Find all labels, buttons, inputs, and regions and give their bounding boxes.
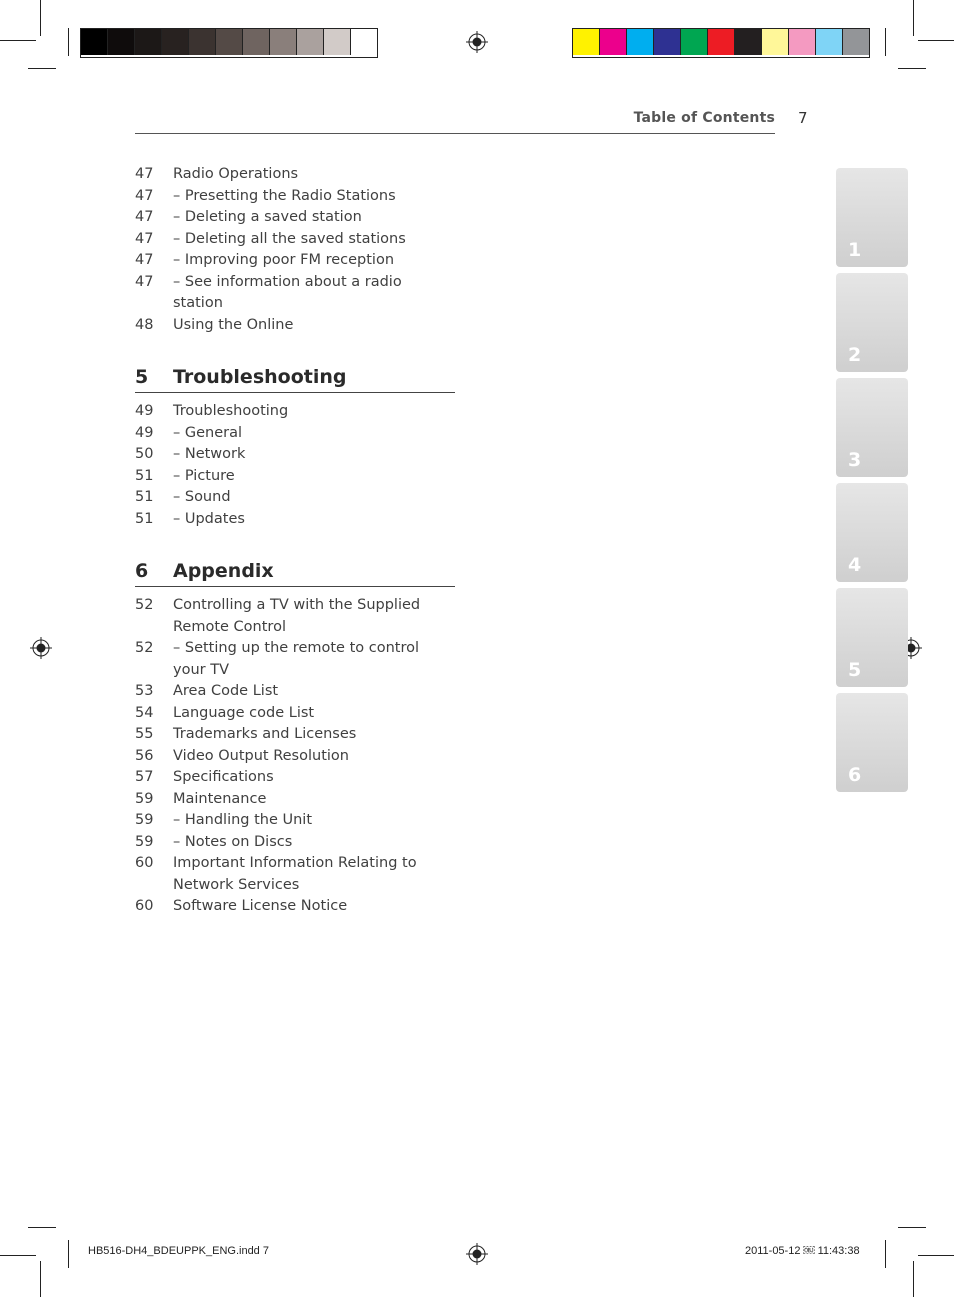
toc-entry-title: Trademarks and Licenses xyxy=(173,726,357,742)
toc-entry[interactable] xyxy=(135,164,455,186)
toc-entry[interactable] xyxy=(135,444,455,466)
section-title: Troubleshooting xyxy=(173,366,347,388)
toc-entry[interactable] xyxy=(135,810,455,832)
crop-mark xyxy=(898,68,926,69)
color-swatch xyxy=(816,29,843,55)
toc-entry[interactable] xyxy=(135,401,455,423)
toc-entry[interactable] xyxy=(135,466,455,488)
toc-entry-title: – Updates xyxy=(173,510,245,527)
color-swatch xyxy=(81,29,108,55)
toc-entry-title: – Sound xyxy=(173,489,231,505)
page-number: 7 xyxy=(798,109,808,127)
crop-mark xyxy=(898,1227,926,1228)
chapter-tab-1[interactable] xyxy=(836,168,908,267)
toc-entry-page: 47 xyxy=(135,252,154,268)
toc-entry[interactable] xyxy=(135,250,455,272)
chapter-tab-6[interactable] xyxy=(836,693,908,792)
toc-entry[interactable] xyxy=(135,272,455,315)
toc-entry-title: Software License Notice xyxy=(173,898,348,914)
chapter-tab-2[interactable] xyxy=(836,273,908,372)
toc-entry-page: 51 xyxy=(135,467,154,484)
toc-entry-page: 59 xyxy=(135,790,154,807)
color-swatch xyxy=(681,29,708,55)
toc-entry[interactable] xyxy=(135,724,455,746)
process-color-bar xyxy=(572,28,870,58)
toc-entry-page: 51 xyxy=(135,510,154,527)
color-swatch xyxy=(708,29,735,55)
toc-entry-title: – Handling the Unit xyxy=(173,812,313,828)
registration-mark-icon xyxy=(466,1243,488,1265)
color-swatch xyxy=(789,29,816,55)
color-swatch xyxy=(600,29,627,55)
toc-entry-title: – Setting up the remote to control your TV xyxy=(173,640,419,678)
chapter-tab-5[interactable] xyxy=(836,588,908,687)
color-swatch xyxy=(351,29,377,55)
toc-entry[interactable] xyxy=(135,638,455,681)
toc-entry-title: – Deleting a saved station xyxy=(173,209,362,225)
toc-entry-title: – See information about a radio station xyxy=(173,273,402,311)
color-swatch xyxy=(243,29,270,55)
toc-entry[interactable] xyxy=(135,853,455,896)
toc-entry-page: 47 xyxy=(135,209,154,225)
chapter-tabs xyxy=(836,168,908,798)
toc-entry[interactable] xyxy=(135,746,455,768)
file-slug: HB516-DH4_BDEUPPK_ENG.indd 7 xyxy=(88,1245,269,1257)
toc-entry-page: 51 xyxy=(135,489,154,505)
chapter-tab-label: 4 xyxy=(848,554,862,576)
grayscale-color-bar xyxy=(80,28,378,58)
color-swatch xyxy=(762,29,789,55)
toc-entry[interactable] xyxy=(135,681,455,703)
toc-entry-page: 57 xyxy=(135,769,154,785)
toc-continuation-list xyxy=(135,164,455,336)
toc-entry[interactable] xyxy=(135,767,455,789)
toc-entry[interactable] xyxy=(135,832,455,854)
chapter-tab-label: 2 xyxy=(848,344,862,366)
section-number: 6 xyxy=(135,560,149,582)
toc-entry-title: – Picture xyxy=(173,467,235,484)
running-head: Table of Contents xyxy=(633,110,775,126)
toc-entry-title: – Notes on Discs xyxy=(173,833,293,850)
toc-entry-title: Area Code List xyxy=(173,683,279,699)
toc-entry-page: 54 xyxy=(135,704,154,721)
toc-entry-page: 52 xyxy=(135,640,154,656)
toc-entry[interactable] xyxy=(135,595,455,638)
chapter-tab-label: 1 xyxy=(848,239,862,261)
color-swatch xyxy=(627,29,654,55)
header-rule xyxy=(135,133,775,134)
table-of-contents xyxy=(135,164,455,918)
crop-mark xyxy=(0,1255,36,1256)
crop-mark xyxy=(28,68,56,69)
toc-entry[interactable] xyxy=(135,896,455,918)
color-swatch xyxy=(216,29,243,55)
toc-entry-title: Using the Online xyxy=(173,316,294,333)
crop-mark xyxy=(918,1255,954,1256)
toc-entry-title: Controlling a TV with the Supplied Remote Control xyxy=(173,597,421,635)
toc-entry[interactable] xyxy=(135,703,455,725)
toc-entry-page: 49 xyxy=(135,403,154,419)
crop-mark xyxy=(913,1261,914,1297)
toc-entry-title: Radio Operations xyxy=(173,166,299,182)
toc-entry-page: 53 xyxy=(135,683,154,699)
toc-entry[interactable] xyxy=(135,207,455,229)
toc-entry-page: 50 xyxy=(135,446,154,462)
toc-entry[interactable] xyxy=(135,186,455,208)
toc-entry-page: 52 xyxy=(135,597,154,613)
toc-entry-page: 60 xyxy=(135,855,154,871)
toc-entry[interactable] xyxy=(135,789,455,811)
color-swatch xyxy=(108,29,135,55)
color-swatch xyxy=(735,29,762,55)
toc-entry-page: 47 xyxy=(135,166,154,182)
toc-entry-page: 47 xyxy=(135,187,154,204)
crop-mark xyxy=(913,0,914,36)
toc-entry-title: – Network xyxy=(173,446,246,462)
toc-entry[interactable] xyxy=(135,229,455,251)
toc-entry[interactable] xyxy=(135,487,455,509)
chapter-tab-3[interactable] xyxy=(836,378,908,477)
crop-mark xyxy=(0,40,36,41)
color-swatch xyxy=(162,29,189,55)
toc-entry-page: 59 xyxy=(135,833,154,850)
toc-entry-title: Maintenance xyxy=(173,790,267,807)
chapter-tab-label: 3 xyxy=(848,449,862,471)
toc-entry-title: Specifications xyxy=(173,769,274,785)
toc-entry-page: 48 xyxy=(135,316,154,333)
registration-mark-icon xyxy=(466,31,488,53)
section-heading[interactable] xyxy=(135,560,455,587)
toc-entry-page: 49 xyxy=(135,424,154,441)
crop-mark xyxy=(68,1240,69,1268)
crop-mark xyxy=(918,40,954,41)
crop-mark xyxy=(68,28,69,56)
color-swatch xyxy=(135,29,162,55)
toc-entry-page: 47 xyxy=(135,273,154,290)
section-title: Appendix xyxy=(173,560,274,582)
crop-mark xyxy=(40,1261,41,1297)
crop-mark xyxy=(885,28,886,56)
crop-mark xyxy=(40,0,41,36)
color-swatch xyxy=(297,29,324,55)
color-swatch xyxy=(843,29,869,55)
toc-entry-page: 47 xyxy=(135,230,154,247)
chapter-tab-label: 5 xyxy=(848,659,862,681)
toc-entry-title: Language code List xyxy=(173,704,315,721)
toc-entry-title: – General xyxy=(173,424,243,441)
toc-section xyxy=(135,560,455,918)
toc-entry-page: 60 xyxy=(135,898,154,914)
section-heading[interactable] xyxy=(135,366,455,393)
toc-entry-page: 55 xyxy=(135,726,154,742)
chapter-tab-label: 6 xyxy=(848,764,862,786)
section-number: 5 xyxy=(135,366,149,388)
toc-entry-title: – Improving poor FM reception xyxy=(173,252,395,268)
toc-entry-title: – Deleting all the saved stations xyxy=(173,230,406,247)
toc-section xyxy=(135,366,455,530)
toc-entry[interactable] xyxy=(135,509,455,531)
color-swatch xyxy=(324,29,351,55)
toc-entry-page: 59 xyxy=(135,812,154,828)
color-swatch xyxy=(270,29,297,55)
color-swatch xyxy=(573,29,600,55)
toc-entry-title: Video Output Resolution xyxy=(173,747,349,764)
chapter-tab-4[interactable] xyxy=(836,483,908,582)
crop-mark xyxy=(885,1240,886,1268)
toc-entry-title: Important Information Relating to Network Services xyxy=(173,855,417,893)
toc-entry-page: 56 xyxy=(135,747,154,764)
color-swatch xyxy=(189,29,216,55)
toc-entry[interactable] xyxy=(135,315,455,337)
toc-entry[interactable] xyxy=(135,423,455,445)
toc-entry-title: – Presetting the Radio Stations xyxy=(173,187,396,204)
date-slug: 2011-05-12 ￼ 11:43:38 xyxy=(745,1245,860,1257)
crop-mark xyxy=(28,1227,56,1228)
color-swatch xyxy=(654,29,681,55)
toc-entry-title: Troubleshooting xyxy=(173,403,289,419)
registration-mark-icon xyxy=(30,637,52,659)
